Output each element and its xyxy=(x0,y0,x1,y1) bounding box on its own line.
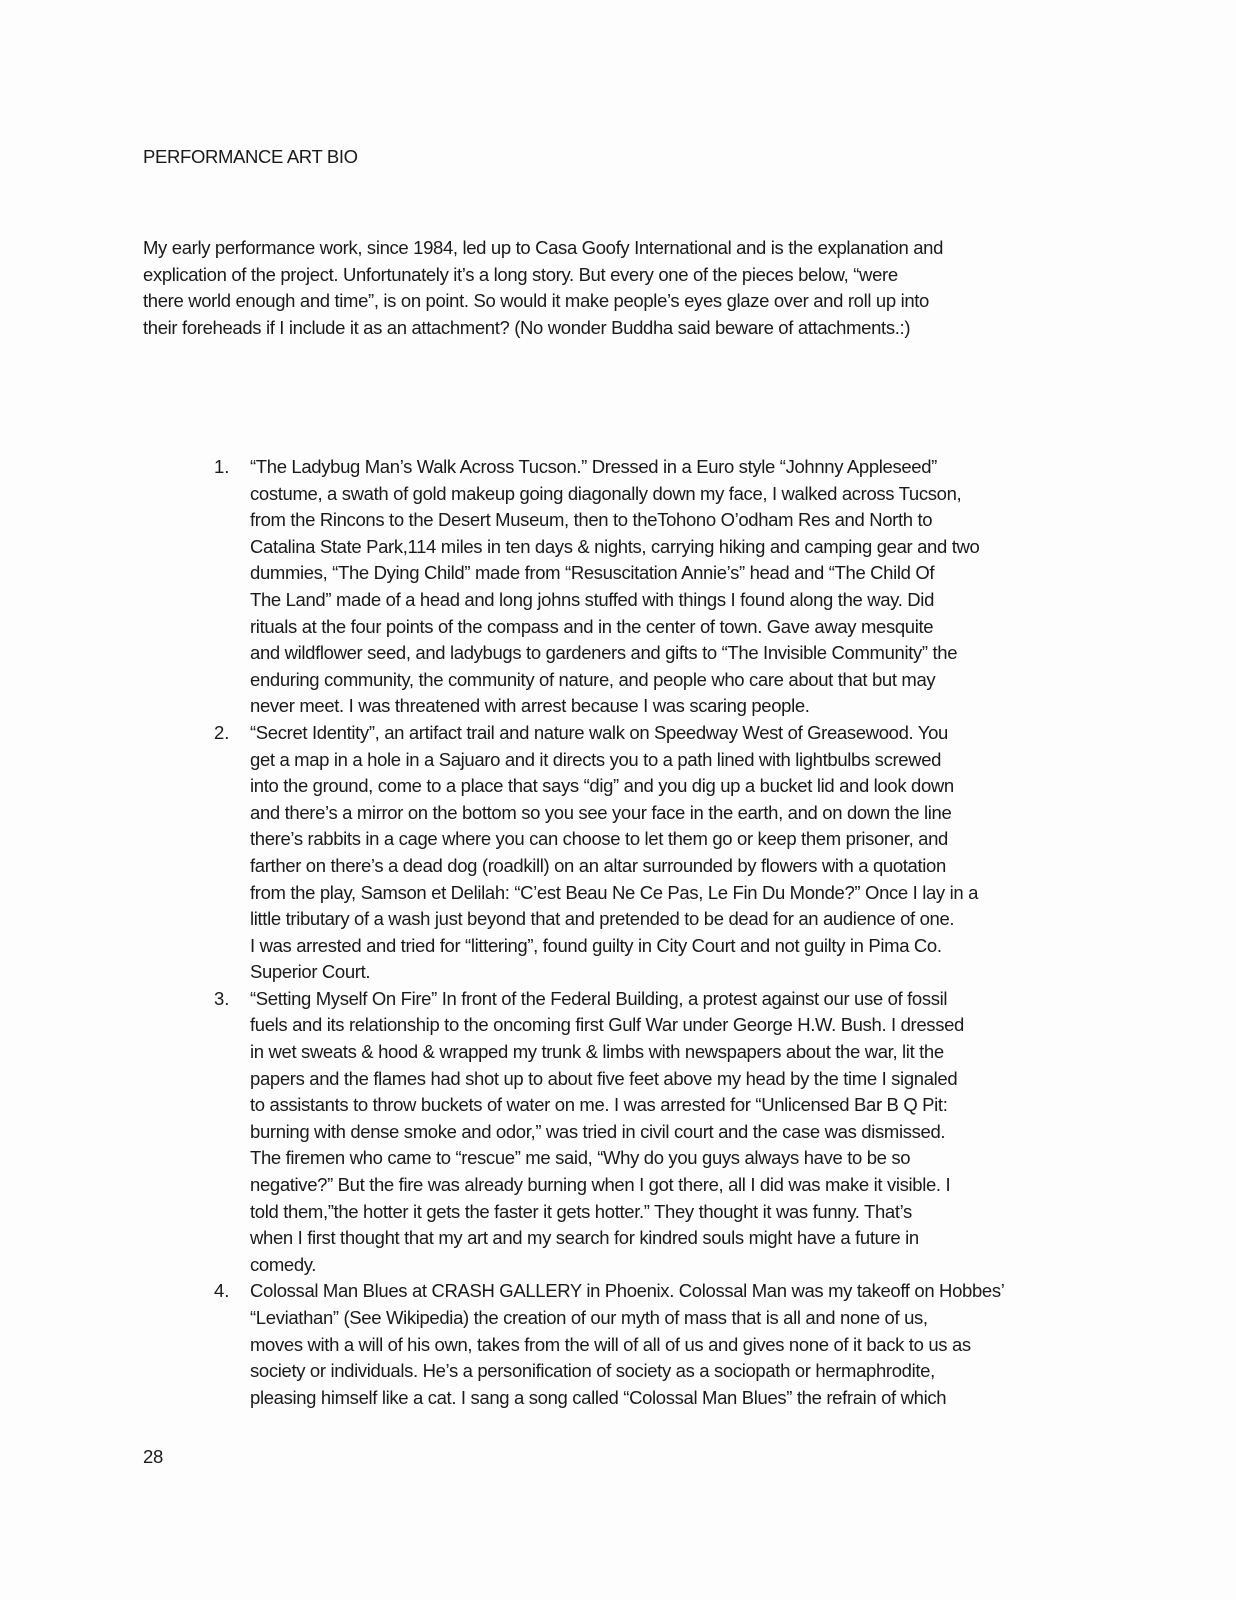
list-item xyxy=(214,1278,1004,1411)
text-line: Superior Court. xyxy=(250,961,371,983)
text-line: enduring community, the community of nature, and people who care about that but may xyxy=(250,668,936,690)
list-item-number: 2. xyxy=(214,721,230,743)
text-line: in wet sweats & hood & wrapped my trunk & limbs with newspapers about the war, lit the xyxy=(250,1041,944,1063)
text-line: rituals at the four points of the compass and in the center of town. Gave away mesquite xyxy=(250,615,934,637)
text-line: dummies, “The Dying Child” made from “Resuscitation Annie’s” head and “The Child Of xyxy=(250,562,935,584)
text-line: “Secret Identity”, an artifact trail and nature walk on Speedway West of Greasewood. You xyxy=(250,721,948,743)
text-line: costume, a swath of gold makeup going diagonally down my face, I walked across Tucson, xyxy=(250,482,962,504)
text-line: never meet. I was threatened with arrest because I was scaring people. xyxy=(250,695,810,717)
text-line: and there’s a mirror on the bottom so you see your face in the earth, and on down the line xyxy=(250,801,952,823)
page-title: PERFORMANCE ART BIO xyxy=(143,146,358,167)
text-line: papers and the flames had shot up to about five feet above my head by the time I signaled xyxy=(250,1067,958,1089)
text-line: The Land” made of a head and long johns stuffed with things I found along the way. Did xyxy=(250,588,935,610)
text-line: get a map in a hole in a Sajuaro and it directs you to a path lined with lightbulbs screwed xyxy=(250,748,942,770)
text-line: told them,”the hotter it gets the faster it gets hotter.” They thought it was funny. That’s xyxy=(250,1200,912,1222)
text-line: into the ground, come to a place that says “dig” and you dig up a bucket lid and look down xyxy=(250,775,954,797)
text-line: farther on there’s a dead dog (roadkill) on an altar surrounded by flowers with a quotation xyxy=(250,854,946,876)
text-line: negative?” But the fire was already burning when I got there, all I did was make it visible. I xyxy=(250,1174,951,1196)
list-item-text xyxy=(250,986,1004,1279)
text-line: comedy. xyxy=(250,1253,317,1275)
text-line: from the Rincons to the Desert Museum, then to theTohono O’odham Res and North to xyxy=(250,509,933,531)
list-item-number: 1. xyxy=(214,456,230,477)
text-line: Colossal Man Blues at CRASH GALLERY in Phoenix. Colossal Man was my takeoff on Hobbes’ xyxy=(250,1280,1005,1302)
page-number: 28 xyxy=(143,1446,163,1467)
text-line: when I first thought that my art and my search for kindred souls might have a future in xyxy=(250,1227,919,1249)
text-line: little tributary of a wash just beyond that and pretended to be dead for an audience of one. xyxy=(250,908,955,930)
text-line: “Leviathan” (See Wikipedia) the creation of our myth of mass that is all and none of us, xyxy=(250,1307,928,1328)
intro-line: their foreheads if I include it as an attachment? (No wonder Buddha said beware of attachments.:) xyxy=(143,316,911,338)
text-line: The firemen who came to “rescue” me said, “Why do you guys always have to be so xyxy=(250,1147,911,1169)
list-item-text xyxy=(250,454,1004,720)
intro-line: My early performance work, since 1984, led up to Casa Goofy International and is the explanation and xyxy=(143,237,944,258)
list-item-text xyxy=(250,1278,1004,1411)
intro-paragraph xyxy=(143,235,943,341)
text-line: moves with a will of his own, takes from the will of all of us and gives none of it back to us as xyxy=(250,1333,971,1355)
list-item-number: 3. xyxy=(214,987,230,1009)
text-line: burning with dense smoke and odor,” was tried in civil court and the case was dismissed. xyxy=(250,1120,946,1142)
text-line: “Setting Myself On Fire” In front of the Federal Building, a protest against our use of fossil xyxy=(250,987,948,1009)
text-line: fuels and its relationship to the oncoming first Gulf War under George H.W. Bush. I dressed xyxy=(250,1014,964,1036)
text-line: Catalina State Park,114 miles in ten days & nights, carrying hiking and camping gear and two xyxy=(250,535,980,557)
list-item xyxy=(214,986,1004,1279)
text-line: and wildflower seed, and ladybugs to gardeners and gifts to “The Invisible Community” the xyxy=(250,642,958,664)
list-item-text xyxy=(250,720,1004,986)
text-line: pleasing himself like a cat. I sang a song called “Colossal Man Blues” the refrain of which xyxy=(250,1386,947,1408)
intro-line: explication of the project. Unfortunately it’s a long story. But every one of the pieces below, “were xyxy=(143,263,898,285)
list-item xyxy=(214,454,1004,720)
text-line: there’s rabbits in a cage where you can choose to let them go or keep them prisoner, and xyxy=(250,828,948,850)
list-item xyxy=(214,720,1004,986)
text-line: “The Ladybug Man’s Walk Across Tucson.” Dressed in a Euro style “Johnny Appleseed” xyxy=(250,456,937,477)
performance-list xyxy=(214,454,1004,1411)
text-line: from the play, Samson et Delilah: “C’est Beau Ne Ce Pas, Le Fin Du Monde?” Once I lay in a xyxy=(250,881,979,903)
text-line: to assistants to throw buckets of water on me. I was arrested for “Unlicensed Bar B Q Pit: xyxy=(250,1094,948,1116)
list-item-number: 4. xyxy=(214,1280,230,1302)
text-line: I was arrested and tried for “littering”, found guilty in City Court and not guilty in Pima Co. xyxy=(250,934,942,956)
text-line: society or individuals. He’s a personification of society as a sociopath or hermaphrodite, xyxy=(250,1360,935,1382)
intro-line: there world enough and time”, is on point. So would it make people’s eyes glaze over and roll up into xyxy=(143,290,929,312)
